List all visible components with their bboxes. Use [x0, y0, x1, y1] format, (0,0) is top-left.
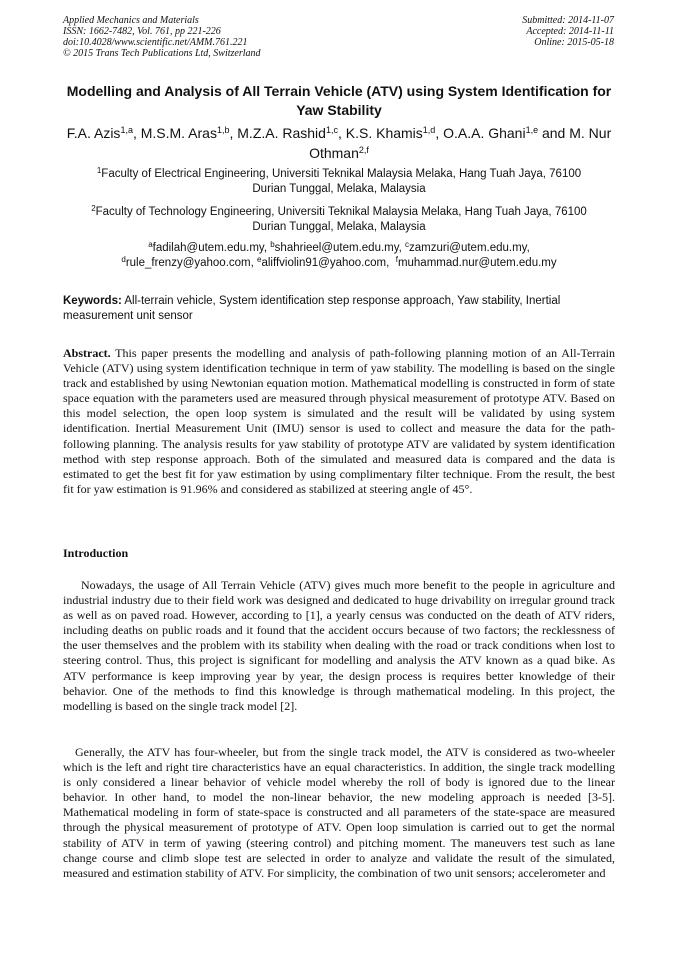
author: M.Z.A. Rashid$^{1,c}$: [237, 125, 338, 141]
body-paragraph: Generally, the ATV has four-wheeler, but from the single track model, the ATV is considered as two-wheeler which is the left and right tire characteristics have an equal characteristics. In addition, the single track modelling is only considered a linear behavior of vehicle model whereby the roll of body is ignored due to the linear behavior. In other hand, to model the non-linear behavior, the new modeling approach is needed [3-5]. Mathematical modeling in form of state-space is constructed and all parameters of the state-space are measured through the physical measurement of prototype of ATV. Open loop simulation is carried out to get the normal stability of ATV in term of yawing (steering control) and pitching moment. The maneuvers test such as lane change course and climb slope test are selected in order to analyze and validate the result of the simulated, measured and estimation stability of ATV. For simplicity, the combination of two unit sensors; accelerometer and: [63, 745, 615, 880]
author: K.S. Khamis$^{1,d}$: [345, 125, 436, 141]
author: O.A.A. Ghani$^{1,e}$: [443, 125, 539, 141]
abstract-label: Abstract.: [63, 346, 111, 360]
author: M.S.M. Aras$^{1,b}$: [140, 125, 230, 141]
keywords-text: All-terrain vehicle, System identification step response approach, Yaw stability, Inertial measurement unit sensor: [63, 295, 561, 322]
author: F.A. Azis$^{1,a}$: [66, 125, 133, 141]
submitted-date: Submitted: 2014-11-07: [522, 15, 614, 26]
email-list: $^a$fadilah@utem.edu.my, $^b$shahrieel@utem.edu.my, $^c$zamzuri@utem.edu.my, $^d$rule_frenzy@yahoo.com, $^e$aliffviolin91@yahoo.com, $^f$muhammad.nur@utem.edu.my: [121, 240, 557, 269]
journal-copyright: © 2015 Trans Tech Publications Ltd, Switzerland: [63, 48, 261, 59]
body-paragraph: Nowadays, the usage of All Terrain Vehicle (ATV) gives much more benefit to the people in agriculture and industrial industry due to their field work was designed and dedicated to huge drivability on irregular ground track as well as on paved road. However, according to [1], a yearly census was conducted on the death of ATV riders, including deaths on public roads and it found that the accident occurs because of two factors; the recklessness of the user themselves and the problem with its stability when dealing with the road or track conditions when lost to steering control. Thus, this project is significant for modelling and analysis the ATV known as a quad bike. As ATV performance is keep improving year by year, the design process is requires better knowledge of their behavior. One of the methods to find this knowledge is through mathematical modeling. In this project, the modelling is based on the single track model [2].: [63, 578, 615, 713]
email-link[interactable]: $^e$aliffviolin91@yahoo.com: [257, 255, 387, 269]
affiliation-1: $^1$Faculty of Electrical Engineering, Universiti Teknikal Malaysia Melaka, Hang Tuah Jaya, 76100 Durian Tunggal, Melaka, Malaysia: [96, 166, 582, 195]
keywords: [63, 294, 615, 324]
author: M. Nur Othman$^{2,f}$: [309, 125, 612, 161]
accepted-date: Accepted: 2014-11-11: [526, 26, 614, 37]
email-link[interactable]: $^d$rule_frenzy@yahoo.com: [121, 255, 251, 269]
section-heading-introduction: Introduction: [63, 546, 129, 560]
abstract: [63, 346, 615, 497]
email-link[interactable]: $^c$zamzuri@utem.edu.my: [405, 240, 527, 254]
keywords-label: Keywords:: [63, 295, 122, 307]
journal-doi: doi:10.4028/www.scientific.net/AMM.761.221: [63, 37, 248, 48]
journal-info: [63, 15, 261, 59]
journal-issn: ISSN: 1662-7482, Vol. 761, pp 221-226: [63, 26, 221, 37]
email-link[interactable]: $^f$muhammad.nur@utem.edu.my: [395, 255, 557, 269]
affiliation-2: $^2$Faculty of Technology Engineering, Universiti Teknikal Malaysia Melaka, Hang Tuah Jaya, 76100 Durian Tunggal, Melaka, Malaysia: [91, 204, 587, 233]
journal-name: Applied Mechanics and Materials: [63, 15, 199, 26]
online-date: Online: 2015-05-18: [534, 37, 614, 48]
email-link[interactable]: $^b$shahrieel@utem.edu.my: [270, 240, 399, 254]
submission-dates: [522, 15, 614, 48]
abstract-text: This paper presents the modelling and analysis of path-following planning motion of an All-Terrain Vehicle (ATV) using system identification technique in term of yaw stability. The modelling is based on the single track and established by using Newtonian equation motion. Mathematical modelling is constructed in form of state space equation with the parameters used are measured through physical measurement of prototype ATV. Based on this model selection, the open loop system is simulated and the result will be validated by using system identification. Inertial Measurement Unit (IMU) sensor is used to collect and measure the data for the path-following planning. The analysis results for yaw stability of prototype ATV are validated by system identification method with step response approach. Both of the simulated and measured data is compared and the data is estimated to get the best fit for yaw estimation by using complimentary filter technique. From the result, the best fit for yaw estimation is 91.96% and considered as stabilized at steering angle of 45°.: [63, 346, 615, 496]
email-link[interactable]: $^a$fadilah@utem.edu.my: [148, 240, 264, 254]
paper-title: Modelling and Analysis of All Terrain Vehicle (ATV) using System Identification for Yaw Stability: [66, 83, 612, 118]
author-list: F.A. Azis$^{1,a}$, M.S.M. Aras$^{1,b}$, M.Z.A. Rashid$^{1,c}$, K.S. Khamis$^{1,d}$, O.A.A. Ghani$^{1,e}$ and M. Nur Othman$^{2,f}$: [66, 125, 612, 161]
